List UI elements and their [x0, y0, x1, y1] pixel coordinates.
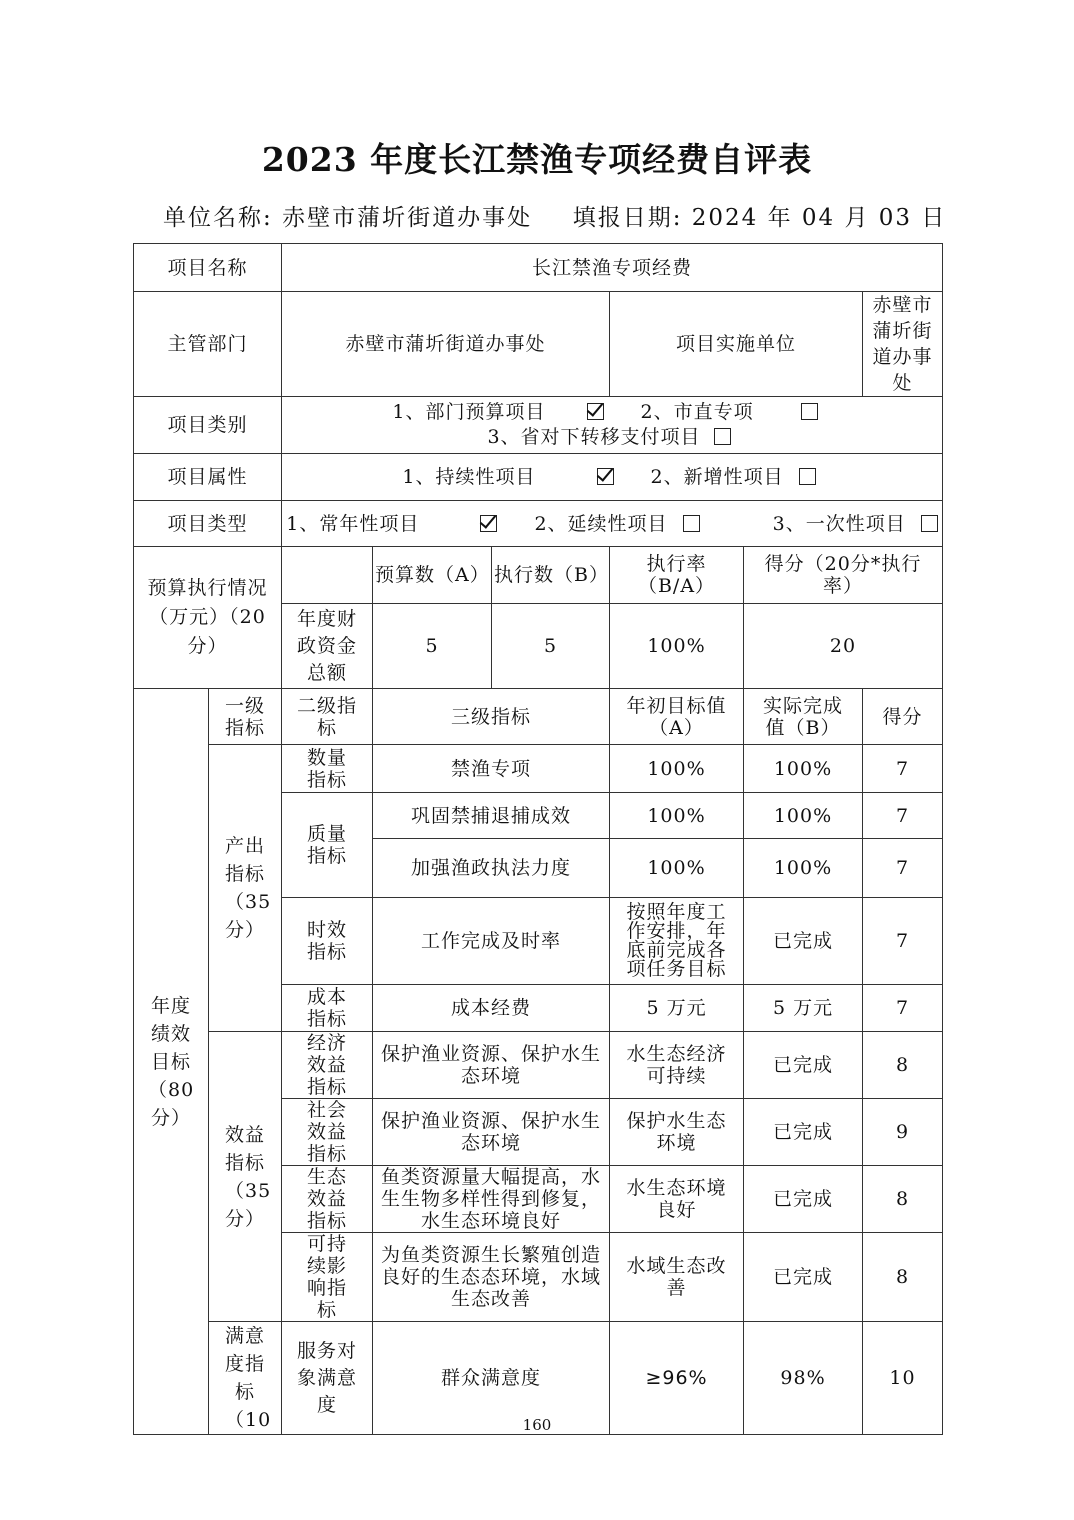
col-budget: 预算数（A）	[373, 547, 492, 604]
budget-row-label: 年度财政资金总额	[282, 604, 373, 689]
target-cell: 100%	[610, 745, 744, 793]
level3-cell: 鱼类资源量大幅提高，水生生物多样性得到修复，水生态环境良好	[373, 1166, 610, 1233]
target-cell: 水生态环境良好	[610, 1166, 744, 1233]
group-output-label: 产出指标（35分）	[209, 745, 282, 1032]
actual-cell: 已完成	[744, 1166, 863, 1233]
score-cell: 8	[863, 1233, 943, 1322]
checkbox-checked-icon[interactable]	[480, 515, 497, 532]
row-category	[134, 397, 943, 454]
actual-cell: 已完成	[744, 1233, 863, 1322]
target-cell: 100%	[610, 839, 744, 898]
project-name-value: 长江禁渔专项经费	[282, 244, 943, 292]
col-exec: 执行数（B）	[492, 547, 610, 604]
table-row	[134, 745, 943, 793]
group-benefit-label: 效益指标（35分）	[209, 1032, 282, 1322]
head-target: 年初目标值（A）	[610, 689, 744, 745]
level3-cell: 为鱼类资源生长繁殖创造良好的生态态环境，水域生态改善	[373, 1233, 610, 1322]
budget-section-label: 预算执行情况（万元）（20分）	[134, 547, 282, 689]
level2-cell: 社会效益指标	[282, 1099, 373, 1166]
level3-cell: 禁渔专项	[373, 745, 610, 793]
date-label: 填报日期:	[572, 205, 683, 231]
level2-cell: 经济效益指标	[282, 1032, 373, 1099]
actual-cell: 已完成	[744, 1032, 863, 1099]
level2-cell: 生态效益指标	[282, 1166, 373, 1233]
type-option-3: 3、一次性项目	[772, 512, 906, 535]
dept-label: 主管部门	[134, 292, 282, 397]
category-label: 项目类别	[134, 397, 282, 454]
checkbox-empty-icon[interactable]	[714, 428, 731, 445]
target-cell: 5 万元	[610, 985, 744, 1032]
header-line	[163, 199, 946, 232]
row-project-name	[134, 244, 943, 292]
checkbox-empty-icon[interactable]	[799, 468, 816, 485]
head-level3: 三级指标	[373, 689, 610, 745]
dept-value: 赤壁市蒲圻街道办事处	[282, 292, 610, 397]
budget-value: 5	[373, 604, 492, 689]
level2-cell: 服务对象满意度	[282, 1322, 373, 1435]
budget-blank-cell	[282, 547, 373, 604]
col-score: 得分（20分*执行率）	[744, 547, 943, 604]
table-row	[134, 1032, 943, 1099]
row-perf-head	[134, 689, 943, 745]
target-cell: 水域生态改善	[610, 1233, 744, 1322]
score-cell: 8	[863, 1032, 943, 1099]
level3-cell: 巩固禁捕退捕成效	[373, 793, 610, 839]
type-options	[282, 501, 943, 547]
level3-cell: 保护渔业资源、保护水生态环境	[373, 1032, 610, 1099]
category-option-1: 1、部门预算项目	[392, 401, 546, 423]
level2-cell: 数量指标	[282, 745, 373, 793]
date-value: 2024 年 04 月 03 日	[691, 205, 947, 231]
level3-cell: 成本经费	[373, 985, 610, 1032]
level3-cell: 保护渔业资源、保护水生态环境	[373, 1099, 610, 1166]
head-level1: 一级指标	[209, 689, 282, 745]
head-level2: 二级指标	[282, 689, 373, 745]
attribute-option-1: 1、持续性项目	[402, 466, 536, 488]
level2-cell: 可持续影响指标	[282, 1233, 373, 1322]
target-cell: ≥96%	[610, 1322, 744, 1435]
actual-cell: 98%	[744, 1322, 863, 1435]
unit-name: 赤壁市蒲圻街道办事处	[282, 205, 533, 231]
group-satisfaction-label: 满意度指标（10	[209, 1322, 282, 1435]
col-rate: 执行率（B/A）	[610, 547, 744, 604]
score-cell: 10	[863, 1322, 943, 1435]
perf-section-label: 年度绩效目标（80分）	[134, 689, 209, 1435]
type-label: 项目类型	[134, 501, 282, 547]
type-option-2: 2、延续性项目	[534, 512, 668, 535]
checkbox-checked-icon[interactable]	[587, 403, 604, 420]
row-type	[134, 501, 943, 547]
target-cell: 保护水生态环境	[610, 1099, 744, 1166]
rate-value: 100%	[610, 604, 744, 689]
head-score: 得分	[863, 689, 943, 745]
checkbox-empty-icon[interactable]	[921, 515, 938, 532]
head-actual: 实际完成值（B）	[744, 689, 863, 745]
actual-cell: 已完成	[744, 1099, 863, 1166]
category-options	[282, 397, 943, 454]
attribute-options	[282, 454, 943, 501]
target-cell: 水生态经济可持续	[610, 1032, 744, 1099]
target-cell: 按照年度工作安排，年底前完成各项任务目标	[610, 898, 744, 985]
actual-cell: 5 万元	[744, 985, 863, 1032]
evaluation-table	[133, 243, 943, 1435]
score-cell: 8	[863, 1166, 943, 1233]
impl-label: 项目实施单位	[610, 292, 863, 397]
level2-cell: 成本指标	[282, 985, 373, 1032]
actual-cell: 已完成	[744, 898, 863, 985]
exec-value: 5	[492, 604, 610, 689]
score-value: 20	[744, 604, 943, 689]
attribute-label: 项目属性	[134, 454, 282, 501]
score-cell: 9	[863, 1099, 943, 1166]
unit-label: 单位名称:	[163, 205, 273, 231]
project-name-label: 项目名称	[134, 244, 282, 292]
score-cell: 7	[863, 793, 943, 839]
level3-cell: 群众满意度	[373, 1322, 610, 1435]
level3-cell: 工作完成及时率	[373, 898, 610, 985]
checkbox-checked-icon[interactable]	[597, 468, 614, 485]
row-budget-head	[134, 547, 943, 604]
actual-cell: 100%	[744, 793, 863, 839]
category-option-2: 2、市直专项	[640, 401, 754, 423]
level3-cell: 加强渔政执法力度	[373, 839, 610, 898]
score-cell: 7	[863, 985, 943, 1032]
score-cell: 7	[863, 839, 943, 898]
target-cell: 100%	[610, 793, 744, 839]
actual-cell: 100%	[744, 745, 863, 793]
checkbox-empty-icon[interactable]	[683, 515, 700, 532]
score-cell: 7	[863, 745, 943, 793]
level2-cell: 时效指标	[282, 898, 373, 985]
score-cell: 7	[863, 898, 943, 985]
row-attribute	[134, 454, 943, 501]
page-number: 160	[522, 1416, 552, 1434]
checkbox-empty-icon[interactable]	[801, 403, 818, 420]
impl-value: 赤壁市蒲圻街道办事处	[863, 292, 943, 397]
level2-cell: 质量指标	[282, 793, 373, 898]
page-title: 2023 年度长江禁渔专项经费自评表	[261, 140, 813, 179]
type-option-1: 1、常年性项目	[286, 512, 420, 535]
category-option-3: 3、省对下转移支付项目	[487, 426, 701, 448]
actual-cell: 100%	[744, 839, 863, 898]
attribute-option-2: 2、新增性项目	[650, 466, 784, 488]
row-department	[134, 292, 943, 397]
